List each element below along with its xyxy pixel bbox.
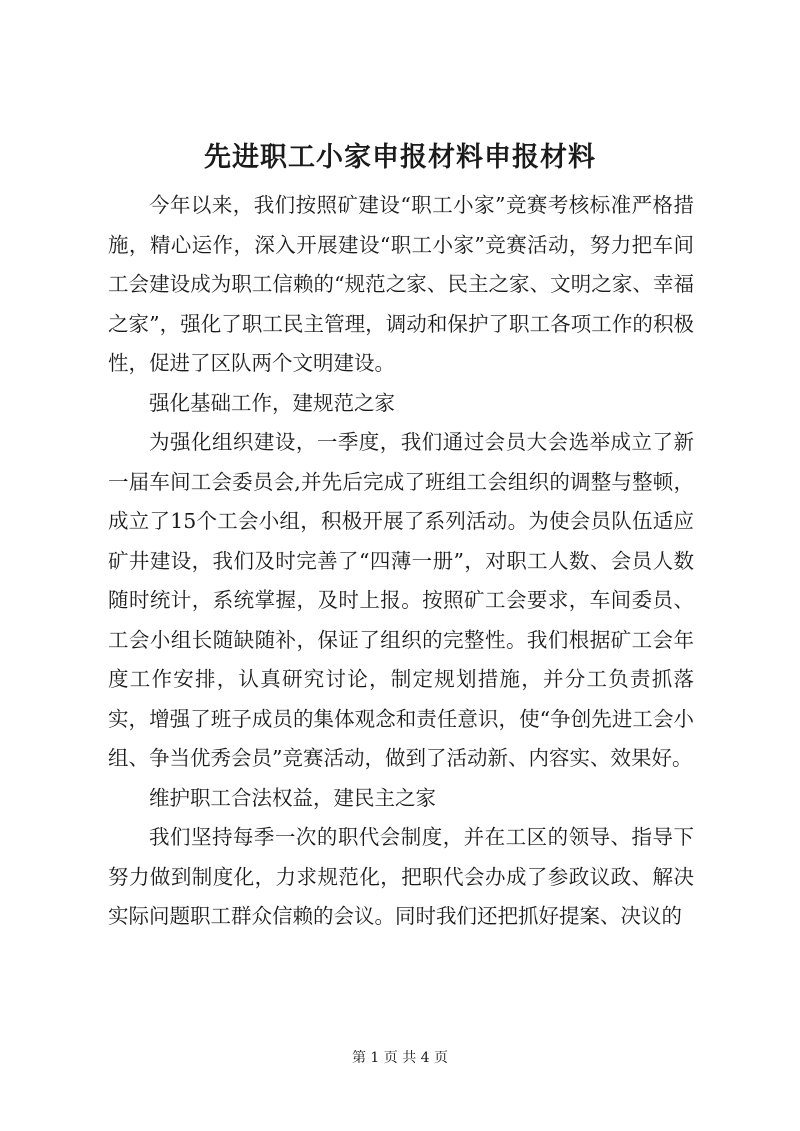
section-heading-norms: 强化基础工作，建规范之家 xyxy=(149,390,395,415)
page-footer: 第 1 页 共 4 页 xyxy=(351,1050,449,1066)
paragraph-intro: 今年以来，我们按照矿建设“职工小家”竞赛考核标准严格措施，精心运作，深入开展建设“职工小家”竞赛活动，努力把车间工会建设成为职工信赖的“规范之家、民主之家、文明之家、幸福之家”，强化了职工民主管理，调动和保护了职工各项工作的积极性，促进了区队两个文明建设。 xyxy=(108,193,694,375)
document-title: 先进职工小家申报材料申报材料 xyxy=(204,142,596,173)
paragraph-congress: 我们坚持每季一次的职代会制度，并在工区的领导、指导下努力做到制度化，力求规范化，把职代会办成了参政议政、解决实际问题职工群众信赖的会议。同时我们还把抓好提案、决议的 xyxy=(108,825,694,928)
paragraph-organization: 为强化组织建设，一季度，我们通过会员大会选举成立了新一届车间工会委员会,并先后完成了班组工会组织的调整与整顿，成立了15个工会小组，积极开展了系列活动。为使会员队伍适应矿井建设，我们及时完善了“四薄一册”，对职工人数、会员人数随时统计，系统掌握，及时上报。按照矿工会要求，车间委员、工会小组长随缺随补，保证了组织的完整性。我们根据矿工会年度工作安排，认真研究讨论，制定规划措施，并分工负责抓落实，增强了班子成员的集体观念和责任意识，使“争创先进工会小组、争当优秀会员”竞赛活动，做到了活动新、内容实、效果好。 xyxy=(108,430,694,770)
section-heading-democracy: 维护职工合法权益，建民主之家 xyxy=(149,785,436,810)
document-body xyxy=(108,186,694,937)
